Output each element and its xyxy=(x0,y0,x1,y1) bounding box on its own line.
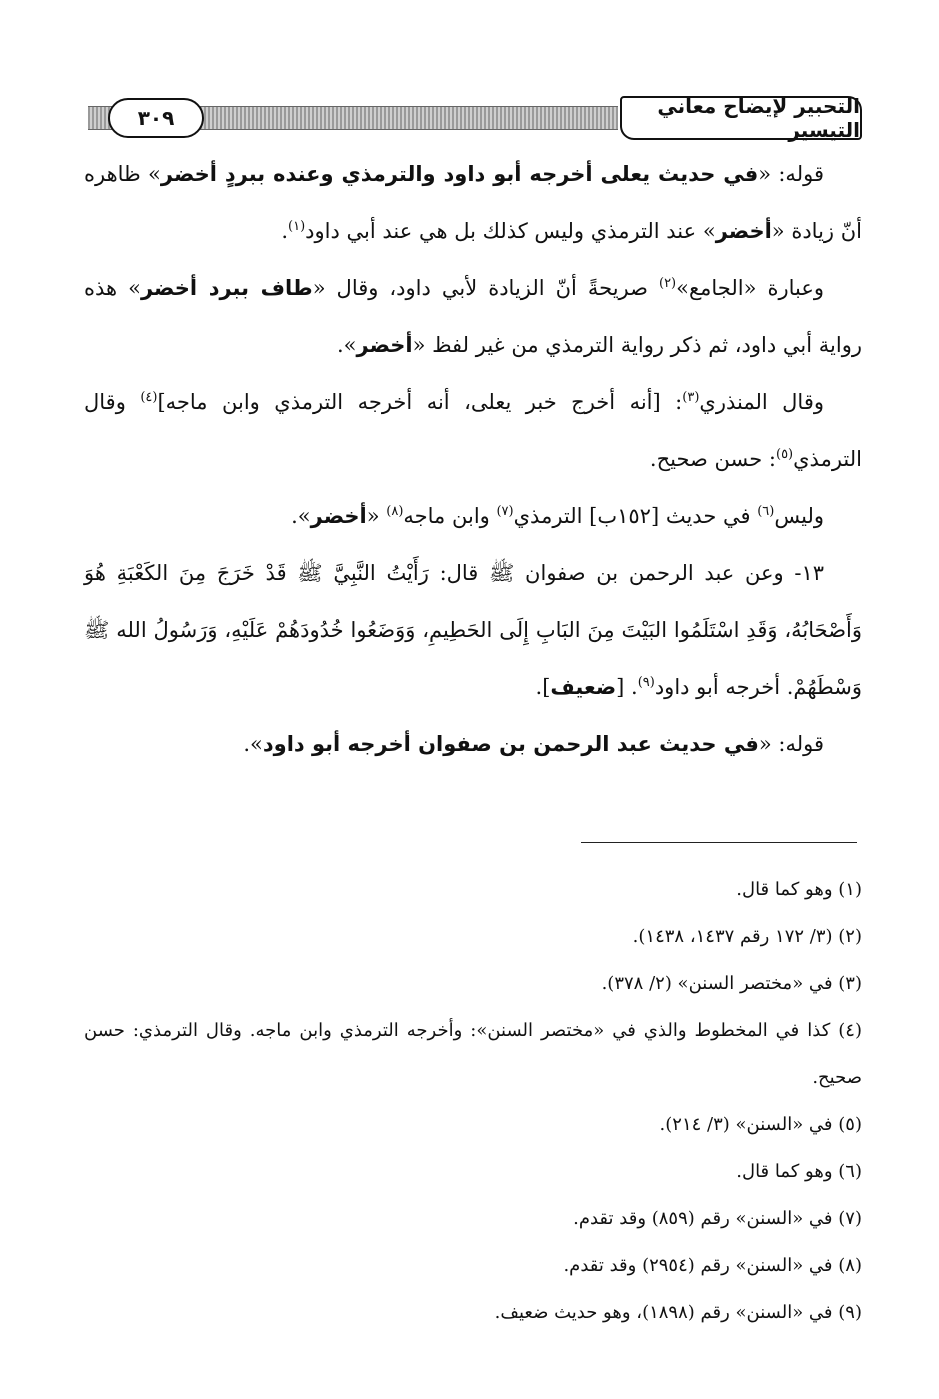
main-text xyxy=(84,146,862,773)
grading: ضعيف xyxy=(550,675,617,699)
footnote-6: (٦) وهو كما قال. xyxy=(736,1161,862,1182)
footnote-ref[interactable]: (٥) xyxy=(775,447,794,462)
footnote-ref[interactable]: (٦) xyxy=(757,504,775,519)
footnote-2: (٢) (٣/ ١٧٢ رقم ١٤٣٧، ١٤٣٨). xyxy=(632,926,862,947)
footnote-3: (٣) في «مختصر السنن» (٢/ ٣٧٨). xyxy=(601,973,862,994)
footnote-ref[interactable]: (٤) xyxy=(140,390,158,405)
quoted-phrase: طاف ببرد أخضر xyxy=(140,276,313,300)
footnote-ref[interactable]: (١) xyxy=(288,219,306,234)
quoted-phrase: في حديث يعلى أخرجه أبو داود والترمذي وعنده ببردٍ أخضر xyxy=(160,162,759,186)
paragraph-6: قوله: «في حديث عبد الرحمن بن صفوان أخرجه أبو داود». xyxy=(243,732,824,756)
hadith-13: ١٣- وعن عبد الرحمن بن صفوان ﷺ قال: رَأَيْتُ النَّبِيَّ ﷺ قَدْ خَرَجَ مِنَ الكَعْبَةِ هُوَ وَأَصْحَابُهُ، وَقَدِ اسْتَلَمُوا البَيْتَ مِنَ البَابِ إِلَى الحَطِيمِ، وَوَضَعُوا خُدُودَهُمْ عَلَيْهِ، وَرَسُولُ الله ﷺ وَسْطَهُمْ. أخرجه أبو داود$^{(٩)}$. [ضعيف]. xyxy=(84,561,862,699)
quoted-word: أخضر xyxy=(310,504,367,528)
footnote-divider xyxy=(581,842,857,843)
footnote-1: (١) وهو كما قال. xyxy=(736,879,862,900)
footnote-9: (٩) في «السنن» رقم (١٨٩٨)، وهو حديث ضعيف. xyxy=(494,1302,862,1323)
quoted-word: أخضر xyxy=(356,333,413,357)
book-title: التحبير لإيضاح معاني التيسير xyxy=(620,96,862,140)
footnote-ref[interactable]: (٩) xyxy=(637,675,655,690)
quoted-word: أخضر xyxy=(715,219,772,243)
paragraph-4: وليس$^{(٦)}$ في حديث [١٥٢ب] الترمذي$^{(٧)}$ وابن ماجه$^{(٨)}$ «أخضر». xyxy=(291,504,824,528)
footnote-7: (٧) في «السنن» رقم (٨٥٩) وقد تقدم. xyxy=(573,1208,862,1229)
page-number: ٣٠٩ xyxy=(108,98,204,138)
running-header xyxy=(88,92,862,142)
paragraph-2: وعبارة «الجامع»$^{(٢)}$ صريحةً أنّ الزيادة لأبي داود، وقال «طاف ببرد أخضر» هذه رواية أبي داود، ثم ذكر رواية الترمذي من غير لفظ «أخضر». xyxy=(84,276,862,357)
footnote-4: (٤) كذا في المخطوط والذي في «مختصر السنن»: وأخرجه الترمذي وابن ماجه. وقال الترمذي: حسن صحيح. xyxy=(84,1020,862,1088)
footnote-ref[interactable]: (٧) xyxy=(496,504,514,519)
footnote-ref[interactable]: (٣) xyxy=(682,390,700,405)
footnote-8: (٨) في «السنن» رقم (٢٩٥٤) وقد تقدم. xyxy=(563,1255,862,1276)
footnote-5: (٥) في «السنن» (٣/ ٢١٤). xyxy=(659,1114,862,1135)
paragraph-1: قوله: «في حديث يعلى أخرجه أبو داود والترمذي وعنده ببردٍ أخضر» ظاهره أنّ زيادة «أخضر» عند الترمذي وليس كذلك بل هي عند أبي داود$^{(١)}$. xyxy=(84,162,862,243)
footnote-ref[interactable]: (٢) xyxy=(658,276,677,291)
footnote-ref[interactable]: (٨) xyxy=(386,504,404,519)
footnotes xyxy=(84,866,862,1336)
quoted-phrase: في حديث عبد الرحمن بن صفوان أخرجه أبو داود xyxy=(262,732,759,756)
paragraph-3: وقال المنذري$^{(٣)}$: [أنه أخرج خبر يعلى، أنه أخرجه الترمذي وابن ماجه]$^{(٤)}$ وقال الترمذي$^{(٥)}$: حسن صحيح. xyxy=(84,390,862,471)
